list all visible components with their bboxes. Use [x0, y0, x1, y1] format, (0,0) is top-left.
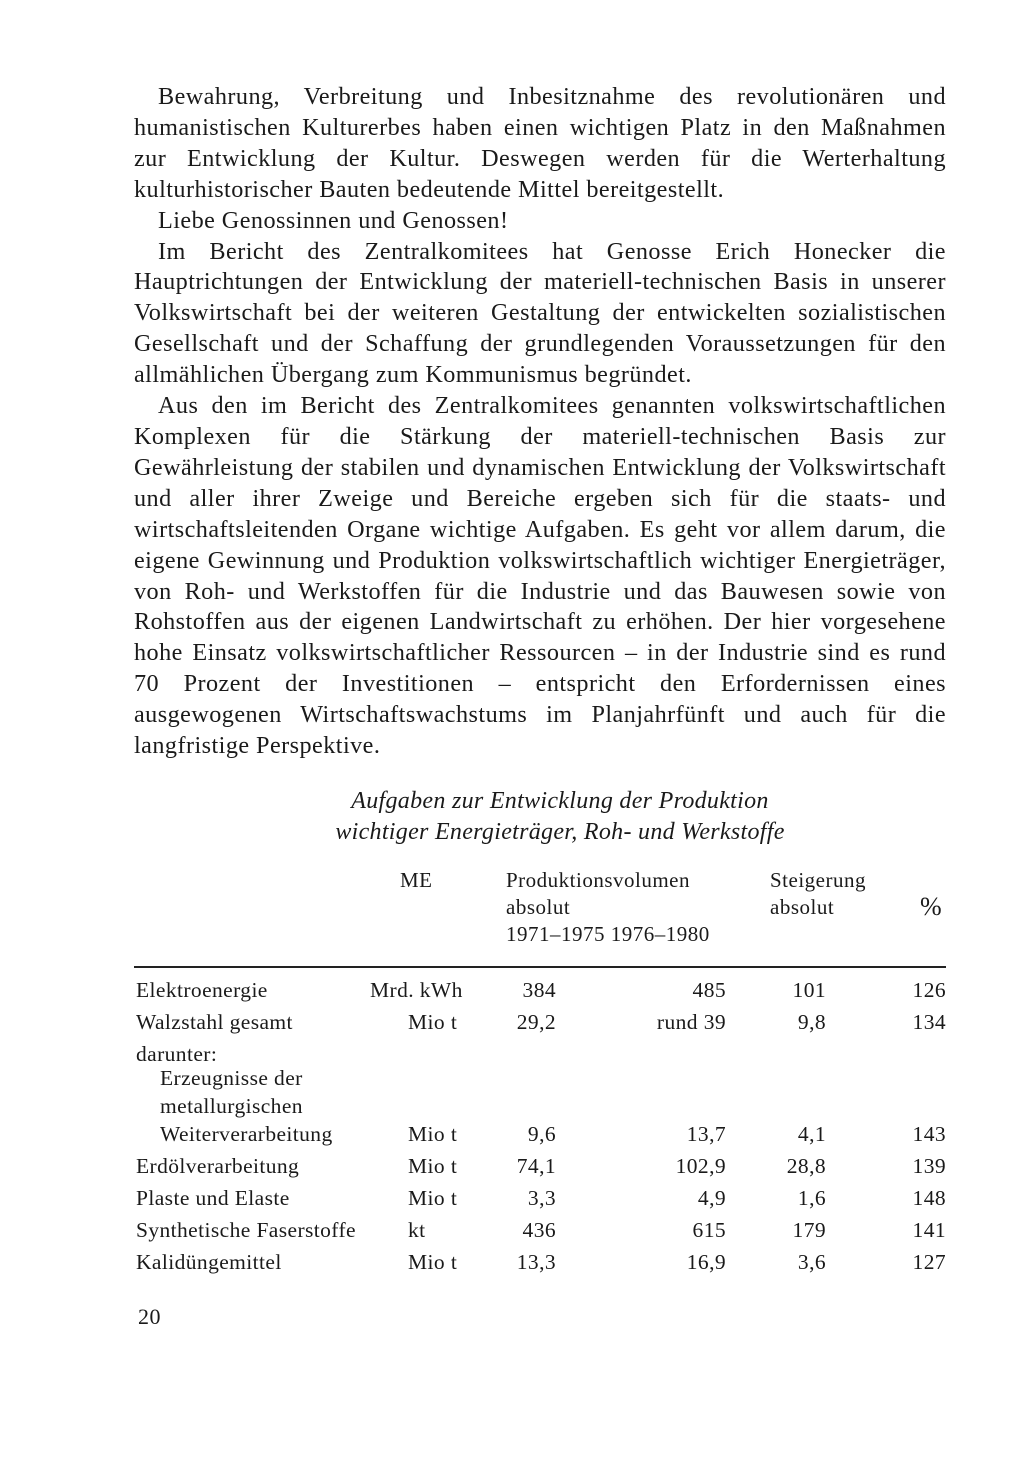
row-volume-1976-1980: rund 39 [656, 1010, 726, 1034]
table-row [0, 1250, 1024, 1282]
row-volume-1971-1975: 3,3 [527, 1186, 556, 1210]
row-increase-absolute: 3,6 [797, 1250, 826, 1274]
row-increase-absolute: 28,8 [786, 1154, 826, 1178]
row-unit: Mio t [408, 1250, 458, 1274]
row-volume-1971-1975: 74,1 [516, 1154, 556, 1178]
row-increase-absolute: 9,8 [797, 1010, 826, 1034]
row-increase-absolute: 1,6 [797, 1186, 826, 1210]
row-volume-1976-1980: 13,7 [686, 1122, 726, 1146]
table-row [0, 1154, 1024, 1186]
row-increase-absolute: 4,1 [797, 1122, 826, 1146]
table-title-line-2: wichtiger Energieträger, Roh- und Werkstoffe [335, 819, 785, 845]
table-title [134, 786, 946, 848]
row-increase-absolute: 179 [792, 1218, 826, 1242]
body-text [134, 82, 946, 762]
row-label: Weiterverarbeitung [160, 1122, 333, 1146]
header-volume-absolut: absolut [506, 895, 571, 919]
row-volume-1971-1975: 13,3 [516, 1250, 556, 1274]
row-label: Elektroenergie [136, 978, 268, 1002]
header-me: ME [400, 868, 433, 892]
row-increase-percent: 127 [912, 1250, 946, 1274]
row-volume-1976-1980: 16,9 [686, 1250, 726, 1274]
row-increase-percent: 148 [912, 1186, 946, 1210]
row-volume-1971-1975: 384 [522, 978, 556, 1002]
row-label: Erzeugnisse der [160, 1066, 303, 1090]
paragraph-komplexe: Aus den im Bericht des Zentralkomitees genannten volkswirtschaftlichen Komplexen für die Stärkung der materiell-technischen Basis zur Gewährleistung der stabilen und dynamischen Entwicklung der Volkswirtschaft und aller ihrer Zweige und Bereiche ergeben sich für die staats- und wirtschaftsleitenden Organe wichtige Aufgaben. Es geht vor allem darum, die eigene Gewinnung und Produktion volkswirtschaftlich wichtiger Energieträger, von Roh- und Werkstoffen für die Industrie und das Bauwesen sowie von Rohstoffen aus der eigenen Landwirtschaft zu erhöhen. Der hier vorgesehene hohe Einsatz volkswirtschaftlicher Ressourcen – in der Industrie sind es rund 70 Prozent der Investitionen – entspricht den Erfordernissen eines ausgewogenen Wirtschaftswachstums im Planjahrfünft und auch für die langfristige Perspektive. [134, 392, 946, 760]
row-volume-1976-1980: 4,9 [697, 1186, 726, 1210]
header-volume: Produktionsvolumen [506, 868, 691, 892]
row-increase-percent: 139 [912, 1154, 946, 1178]
header-years: 1971–1975 1976–1980 [506, 922, 710, 946]
row-unit: Mio t [408, 1122, 458, 1146]
table-row [0, 1122, 1024, 1154]
row-unit: Mio t [408, 1010, 458, 1034]
row-label: darunter: [136, 1042, 218, 1066]
table-rule [134, 966, 946, 968]
row-label: Kalidüngemittel [136, 1250, 282, 1274]
row-unit: Mio t [408, 1186, 458, 1210]
paragraph-kulturerbe: Bewahrung, Verbreitung und Inbesitznahme des revolutionären und humanistischen Kulturerbes haben einen wichtigen Platz in den Maßnahmen zur Entwicklung der Kultur. Deswegen werden für die Werterhaltung kulturhistorischer Bauten bedeutende Mittel bereitgestellt. [134, 83, 946, 203]
paragraph-salutation: Liebe Genossinnen und Genossen! [158, 206, 509, 234]
header-increase-absolut: absolut [770, 895, 835, 919]
row-increase-percent: 126 [912, 978, 946, 1002]
row-volume-1971-1975: 436 [522, 1218, 556, 1242]
paragraph-bericht: Im Bericht des Zentralkomitees hat Genosse Erich Honecker die Hauptrichtungen der Entwicklung der materiell-technischen Basis in unserer Volkswirtschaft bei der weiteren Gestaltung der entwickelten sozialistischen Gesellschaft und der Schaffung der grundlegenden Voraussetzungen für den allmählichen Übergang zum Kommunismus begründet. [134, 237, 946, 389]
row-volume-1971-1975: 9,6 [527, 1122, 556, 1146]
row-label: Synthetische Faserstoffe [136, 1218, 356, 1242]
table-row [0, 1218, 1024, 1250]
header-percent: % [920, 892, 943, 921]
row-increase-absolute: 101 [792, 978, 826, 1002]
row-label: Plaste und Elaste [136, 1186, 290, 1210]
row-label: Erdölverarbeitung [136, 1154, 300, 1178]
row-volume-1976-1980: 102,9 [675, 1154, 726, 1178]
row-label: Walzstahl gesamt [136, 1010, 293, 1034]
table-row [0, 978, 1024, 1010]
page-number: 20 [138, 1304, 161, 1329]
row-unit: kt [408, 1218, 426, 1242]
row-unit: Mrd. kWh [370, 978, 463, 1002]
row-increase-percent: 134 [912, 1010, 946, 1034]
table-row [0, 1010, 1024, 1042]
row-increase-percent: 141 [912, 1218, 946, 1242]
table-row [0, 1186, 1024, 1218]
table-title-line-1: Aufgaben zur Entwicklung der Produktion [351, 788, 769, 814]
row-volume-1976-1980: 615 [692, 1218, 726, 1242]
row-label: metallurgischen [160, 1094, 303, 1118]
row-volume-1976-1980: 485 [692, 978, 726, 1002]
row-unit: Mio t [408, 1154, 458, 1178]
row-increase-percent: 143 [912, 1122, 946, 1146]
row-volume-1971-1975: 29,2 [516, 1010, 556, 1034]
header-increase: Steigerung [770, 868, 866, 892]
